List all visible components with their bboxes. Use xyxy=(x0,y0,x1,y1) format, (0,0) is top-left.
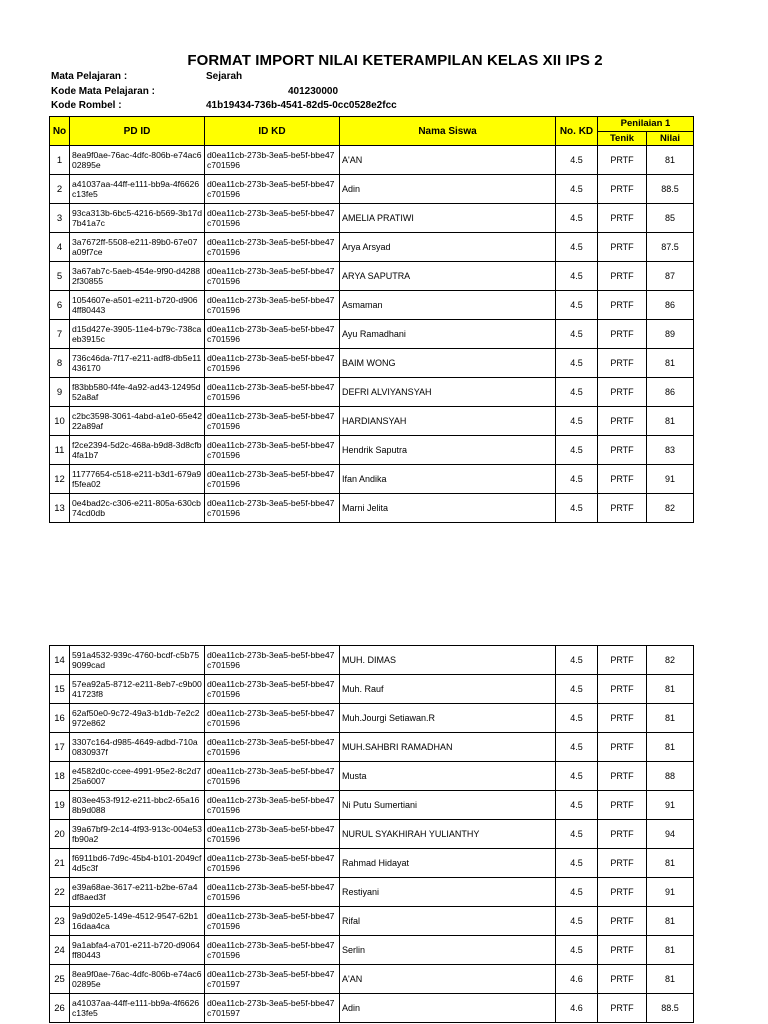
no-kd-cell: 4.5 xyxy=(556,465,598,494)
teknik-cell: PRTF xyxy=(598,675,647,704)
student-name-cell: MUH.SAHBRI RAMADHAN xyxy=(340,733,556,762)
id-kd-cell: d0ea11cb-273b-3ea5-be5f-bbe47c701596 xyxy=(205,936,340,965)
no-kd-cell: 4.5 xyxy=(556,646,598,675)
teknik-cell: PRTF xyxy=(598,791,647,820)
student-name-cell: ARYA SAPUTRA xyxy=(340,262,556,291)
nilai-cell: 81 xyxy=(647,936,694,965)
header-pd-id: PD ID xyxy=(70,117,205,146)
row-number: 24 xyxy=(50,936,70,965)
header-nama-siswa: Nama Siswa xyxy=(340,117,556,146)
nilai-cell: 87.5 xyxy=(647,233,694,262)
no-kd-cell: 4.6 xyxy=(556,994,598,1023)
student-name-cell: Muh.Jourgi Setiawan.R xyxy=(340,704,556,733)
mapel-value: Sejarah xyxy=(206,71,243,82)
table-row xyxy=(50,878,694,907)
student-name-cell: A'AN xyxy=(340,146,556,175)
student-name-cell: Asmaman xyxy=(340,291,556,320)
student-name-cell: A'AN xyxy=(340,965,556,994)
pd-id-cell: 8ea9f0ae-76ac-4dfc-806b-e74ac602895e xyxy=(70,965,205,994)
nilai-cell: 85 xyxy=(647,204,694,233)
nilai-cell: 81 xyxy=(647,349,694,378)
id-kd-cell: d0ea11cb-273b-3ea5-be5f-bbe47c701596 xyxy=(205,291,340,320)
row-number: 2 xyxy=(50,175,70,204)
teknik-cell: PRTF xyxy=(598,936,647,965)
no-kd-cell: 4.5 xyxy=(556,320,598,349)
id-kd-cell: d0ea11cb-273b-3ea5-be5f-bbe47c701596 xyxy=(205,146,340,175)
no-kd-cell: 4.5 xyxy=(556,494,598,523)
student-name-cell: Restiyani xyxy=(340,878,556,907)
nilai-cell: 83 xyxy=(647,436,694,465)
no-kd-cell: 4.5 xyxy=(556,175,598,204)
no-kd-cell: 4.5 xyxy=(556,233,598,262)
row-number: 12 xyxy=(50,465,70,494)
no-kd-cell: 4.5 xyxy=(556,436,598,465)
row-number: 17 xyxy=(50,733,70,762)
pd-id-cell: 8ea9f0ae-76ac-4dfc-806b-e74ac602895e xyxy=(70,146,205,175)
page-title: FORMAT IMPORT NILAI KETERAMPILAN KELAS XII IPS 2 xyxy=(187,52,603,69)
row-number: 1 xyxy=(50,146,70,175)
pd-id-cell: 9a1abfa4-a701-e211-b720-d9064ff80443 xyxy=(70,936,205,965)
id-kd-cell: d0ea11cb-273b-3ea5-be5f-bbe47c701596 xyxy=(205,233,340,262)
table-row xyxy=(50,436,694,465)
table-row xyxy=(50,494,694,523)
teknik-cell: PRTF xyxy=(598,494,647,523)
table-row xyxy=(50,849,694,878)
teknik-cell: PRTF xyxy=(598,349,647,378)
pd-id-cell: 62af50e0-9c72-49a3-b1db-7e2c2972e862 xyxy=(70,704,205,733)
no-kd-cell: 4.5 xyxy=(556,907,598,936)
pd-id-cell: a41037aa-44ff-e111-bb9a-4f6626c13fe5 xyxy=(70,175,205,204)
nilai-cell: 81 xyxy=(647,704,694,733)
teknik-cell: PRTF xyxy=(598,262,647,291)
teknik-cell: PRTF xyxy=(598,704,647,733)
row-number: 6 xyxy=(50,291,70,320)
teknik-cell: PRTF xyxy=(598,407,647,436)
kode-mapel-label: Kode Mata Pelajaran : xyxy=(51,86,155,97)
row-number: 20 xyxy=(50,820,70,849)
teknik-cell: PRTF xyxy=(598,378,647,407)
pd-id-cell: 57ea92a5-8712-e211-8eb7-c9b0041723f8 xyxy=(70,675,205,704)
nilai-cell: 86 xyxy=(647,291,694,320)
student-name-cell: DEFRI ALVIYANSYAH xyxy=(340,378,556,407)
row-number: 25 xyxy=(50,965,70,994)
table-row xyxy=(50,965,694,994)
student-name-cell: Serlin xyxy=(340,936,556,965)
table-row xyxy=(50,820,694,849)
pd-id-cell: 3a7672ff-5508-e211-89b0-67e07a09f7ce xyxy=(70,233,205,262)
student-name-cell: Musta xyxy=(340,762,556,791)
nilai-cell: 94 xyxy=(647,820,694,849)
table-row xyxy=(50,204,694,233)
student-name-cell: AMELIA PRATIWI xyxy=(340,204,556,233)
header-id-kd: ID KD xyxy=(205,117,340,146)
pd-id-cell: 1054607e-a501-e211-b720-d9064ff80443 xyxy=(70,291,205,320)
id-kd-cell: d0ea11cb-273b-3ea5-be5f-bbe47c701596 xyxy=(205,907,340,936)
nilai-cell: 82 xyxy=(647,494,694,523)
no-kd-cell: 4.5 xyxy=(556,407,598,436)
id-kd-cell: d0ea11cb-273b-3ea5-be5f-bbe47c701596 xyxy=(205,762,340,791)
pd-id-cell: c2bc3598-3061-4abd-a1e0-65e4222a89af xyxy=(70,407,205,436)
id-kd-cell: d0ea11cb-273b-3ea5-be5f-bbe47c701596 xyxy=(205,733,340,762)
nilai-cell: 81 xyxy=(647,675,694,704)
no-kd-cell: 4.5 xyxy=(556,820,598,849)
id-kd-cell: d0ea11cb-273b-3ea5-be5f-bbe47c701596 xyxy=(205,204,340,233)
table-row xyxy=(50,262,694,291)
row-number: 5 xyxy=(50,262,70,291)
teknik-cell: PRTF xyxy=(598,646,647,675)
pd-id-cell: e39a68ae-3617-e211-b2be-67a4df8aed3f xyxy=(70,878,205,907)
table-row xyxy=(50,907,694,936)
row-number: 10 xyxy=(50,407,70,436)
nilai-cell: 81 xyxy=(647,733,694,762)
nilai-cell: 81 xyxy=(647,146,694,175)
student-name-cell: Rahmad Hidayat xyxy=(340,849,556,878)
nilai-cell: 81 xyxy=(647,907,694,936)
teknik-cell: PRTF xyxy=(598,204,647,233)
id-kd-cell: d0ea11cb-273b-3ea5-be5f-bbe47c701596 xyxy=(205,675,340,704)
student-name-cell: Ayu Ramadhani xyxy=(340,320,556,349)
grade-table-page-1 xyxy=(49,116,694,523)
pd-id-cell: d15d427e-3905-11e4-b79c-738caeb3915c xyxy=(70,320,205,349)
no-kd-cell: 4.5 xyxy=(556,936,598,965)
teknik-cell: PRTF xyxy=(598,733,647,762)
table-row xyxy=(50,762,694,791)
teknik-cell: PRTF xyxy=(598,465,647,494)
teknik-cell: PRTF xyxy=(598,878,647,907)
id-kd-cell: d0ea11cb-273b-3ea5-be5f-bbe47c701596 xyxy=(205,878,340,907)
student-name-cell: Marni Jelita xyxy=(340,494,556,523)
id-kd-cell: d0ea11cb-273b-3ea5-be5f-bbe47c701596 xyxy=(205,494,340,523)
no-kd-cell: 4.5 xyxy=(556,733,598,762)
no-kd-cell: 4.5 xyxy=(556,878,598,907)
nilai-cell: 81 xyxy=(647,965,694,994)
row-number: 3 xyxy=(50,204,70,233)
header-penilaian: Penilaian 1 xyxy=(598,117,694,132)
no-kd-cell: 4.5 xyxy=(556,791,598,820)
grade-table-page-2 xyxy=(49,645,694,1023)
row-number: 13 xyxy=(50,494,70,523)
id-kd-cell: d0ea11cb-273b-3ea5-be5f-bbe47c701597 xyxy=(205,965,340,994)
pd-id-cell: 803ee453-f912-e211-bbc2-65a168b9d088 xyxy=(70,791,205,820)
student-name-cell: Adin xyxy=(340,994,556,1023)
pd-id-cell: 9a9d02e5-149e-4512-9547-62b116daa4ca xyxy=(70,907,205,936)
student-name-cell: Ifan Andika xyxy=(340,465,556,494)
pd-id-cell: 3a67ab7c-5aeb-454e-9f90-d42882f30855 xyxy=(70,262,205,291)
no-kd-cell: 4.5 xyxy=(556,675,598,704)
table-row xyxy=(50,320,694,349)
id-kd-cell: d0ea11cb-273b-3ea5-be5f-bbe47c701596 xyxy=(205,704,340,733)
pd-id-cell: 591a4532-939c-4760-bcdf-c5b759099cad xyxy=(70,646,205,675)
teknik-cell: PRTF xyxy=(598,175,647,204)
table-row xyxy=(50,791,694,820)
rombel-label: Kode Rombel : xyxy=(51,100,122,111)
table-row xyxy=(50,233,694,262)
row-number: 26 xyxy=(50,994,70,1023)
id-kd-cell: d0ea11cb-273b-3ea5-be5f-bbe47c701596 xyxy=(205,175,340,204)
nilai-cell: 86 xyxy=(647,378,694,407)
nilai-cell: 88.5 xyxy=(647,175,694,204)
id-kd-cell: d0ea11cb-273b-3ea5-be5f-bbe47c701596 xyxy=(205,262,340,291)
student-name-cell: Adin xyxy=(340,175,556,204)
nilai-cell: 91 xyxy=(647,878,694,907)
teknik-cell: PRTF xyxy=(598,820,647,849)
row-number: 19 xyxy=(50,791,70,820)
no-kd-cell: 4.6 xyxy=(556,965,598,994)
nilai-cell: 88 xyxy=(647,762,694,791)
pd-id-cell: f83bb580-f4fe-4a92-ad43-12495d52a8af xyxy=(70,378,205,407)
pd-id-cell: 11777654-c518-e211-b3d1-679a9f5fea02 xyxy=(70,465,205,494)
row-number: 18 xyxy=(50,762,70,791)
id-kd-cell: d0ea11cb-273b-3ea5-be5f-bbe47c701596 xyxy=(205,849,340,878)
no-kd-cell: 4.5 xyxy=(556,762,598,791)
row-number: 7 xyxy=(50,320,70,349)
id-kd-cell: d0ea11cb-273b-3ea5-be5f-bbe47c701596 xyxy=(205,378,340,407)
nilai-cell: 87 xyxy=(647,262,694,291)
table-row xyxy=(50,936,694,965)
student-name-cell: HARDIANSYAH xyxy=(340,407,556,436)
id-kd-cell: d0ea11cb-273b-3ea5-be5f-bbe47c701596 xyxy=(205,407,340,436)
id-kd-cell: d0ea11cb-273b-3ea5-be5f-bbe47c701596 xyxy=(205,820,340,849)
teknik-cell: PRTF xyxy=(598,320,647,349)
row-number: 16 xyxy=(50,704,70,733)
no-kd-cell: 4.5 xyxy=(556,291,598,320)
table-row xyxy=(50,407,694,436)
header-nilai: Nilai xyxy=(647,131,694,146)
row-number: 4 xyxy=(50,233,70,262)
table-row xyxy=(50,733,694,762)
mapel-label: Mata Pelajaran : xyxy=(51,71,128,82)
id-kd-cell: d0ea11cb-273b-3ea5-be5f-bbe47c701596 xyxy=(205,646,340,675)
id-kd-cell: d0ea11cb-273b-3ea5-be5f-bbe47c701596 xyxy=(205,349,340,378)
teknik-cell: PRTF xyxy=(598,849,647,878)
no-kd-cell: 4.5 xyxy=(556,146,598,175)
nilai-cell: 89 xyxy=(647,320,694,349)
row-number: 11 xyxy=(50,436,70,465)
pd-id-cell: f2ce2394-5d2c-468a-b9d8-3d8cfb4fa1b7 xyxy=(70,436,205,465)
no-kd-cell: 4.5 xyxy=(556,378,598,407)
row-number: 21 xyxy=(50,849,70,878)
row-number: 8 xyxy=(50,349,70,378)
table-row xyxy=(50,378,694,407)
row-number: 22 xyxy=(50,878,70,907)
pd-id-cell: 3307c164-d985-4649-adbd-710a0830937f xyxy=(70,733,205,762)
header-no-kd: No. KD xyxy=(556,117,598,146)
table-row xyxy=(50,146,694,175)
table-row xyxy=(50,704,694,733)
nilai-cell: 81 xyxy=(647,849,694,878)
row-number: 23 xyxy=(50,907,70,936)
id-kd-cell: d0ea11cb-273b-3ea5-be5f-bbe47c701597 xyxy=(205,994,340,1023)
no-kd-cell: 4.5 xyxy=(556,262,598,291)
id-kd-cell: d0ea11cb-273b-3ea5-be5f-bbe47c701596 xyxy=(205,436,340,465)
teknik-cell: PRTF xyxy=(598,436,647,465)
student-name-cell: Rifal xyxy=(340,907,556,936)
nilai-cell: 91 xyxy=(647,465,694,494)
teknik-cell: PRTF xyxy=(598,146,647,175)
teknik-cell: PRTF xyxy=(598,965,647,994)
teknik-cell: PRTF xyxy=(598,291,647,320)
pd-id-cell: 736c46da-7f17-e211-adf8-db5e11436170 xyxy=(70,349,205,378)
no-kd-cell: 4.5 xyxy=(556,704,598,733)
teknik-cell: PRTF xyxy=(598,907,647,936)
header-no: No xyxy=(50,117,70,146)
id-kd-cell: d0ea11cb-273b-3ea5-be5f-bbe47c701596 xyxy=(205,791,340,820)
student-name-cell: Hendrik Saputra xyxy=(340,436,556,465)
nilai-cell: 91 xyxy=(647,791,694,820)
no-kd-cell: 4.5 xyxy=(556,204,598,233)
table-row xyxy=(50,175,694,204)
nilai-cell: 82 xyxy=(647,646,694,675)
id-kd-cell: d0ea11cb-273b-3ea5-be5f-bbe47c701596 xyxy=(205,320,340,349)
nilai-cell: 81 xyxy=(647,407,694,436)
pd-id-cell: 39a67bf9-2c14-4f93-913c-004e53fb90a2 xyxy=(70,820,205,849)
teknik-cell: PRTF xyxy=(598,762,647,791)
row-number: 15 xyxy=(50,675,70,704)
header-teknik: Tenik xyxy=(598,131,647,146)
student-name-cell: BAIM WONG xyxy=(340,349,556,378)
student-name-cell: NURUL SYAKHIRAH YULIANTHY xyxy=(340,820,556,849)
kode-mapel-value: 401230000 xyxy=(288,86,339,97)
table-row xyxy=(50,349,694,378)
student-name-cell: Ni Putu Sumertiani xyxy=(340,791,556,820)
student-name-cell: Arya Arsyad xyxy=(340,233,556,262)
table-row xyxy=(50,291,694,320)
student-name-cell: Muh. Rauf xyxy=(340,675,556,704)
pd-id-cell: e4582d0c-ccee-4991-95e2-8c2d725a6007 xyxy=(70,762,205,791)
table-row xyxy=(50,994,694,1023)
table-row xyxy=(50,675,694,704)
teknik-cell: PRTF xyxy=(598,233,647,262)
pd-id-cell: 0e4bad2c-c306-e211-805a-630cb74cd0db xyxy=(70,494,205,523)
no-kd-cell: 4.5 xyxy=(556,849,598,878)
pd-id-cell: f6911bd6-7d9c-45b4-b101-2049cf4d5c3f xyxy=(70,849,205,878)
row-number: 14 xyxy=(50,646,70,675)
pd-id-cell: 93ca313b-6bc5-4216-b569-3b17d7b41a7c xyxy=(70,204,205,233)
no-kd-cell: 4.5 xyxy=(556,349,598,378)
id-kd-cell: d0ea11cb-273b-3ea5-be5f-bbe47c701596 xyxy=(205,465,340,494)
pd-id-cell: a41037aa-44ff-e111-bb9a-4f6626c13fe5 xyxy=(70,994,205,1023)
nilai-cell: 88.5 xyxy=(647,994,694,1023)
rombel-value: 41b19434-736b-4541-82d5-0cc0528e2fcc xyxy=(206,100,397,111)
student-name-cell: MUH. DIMAS xyxy=(340,646,556,675)
teknik-cell: PRTF xyxy=(598,994,647,1023)
table-row xyxy=(50,465,694,494)
row-number: 9 xyxy=(50,378,70,407)
table-row xyxy=(50,646,694,675)
